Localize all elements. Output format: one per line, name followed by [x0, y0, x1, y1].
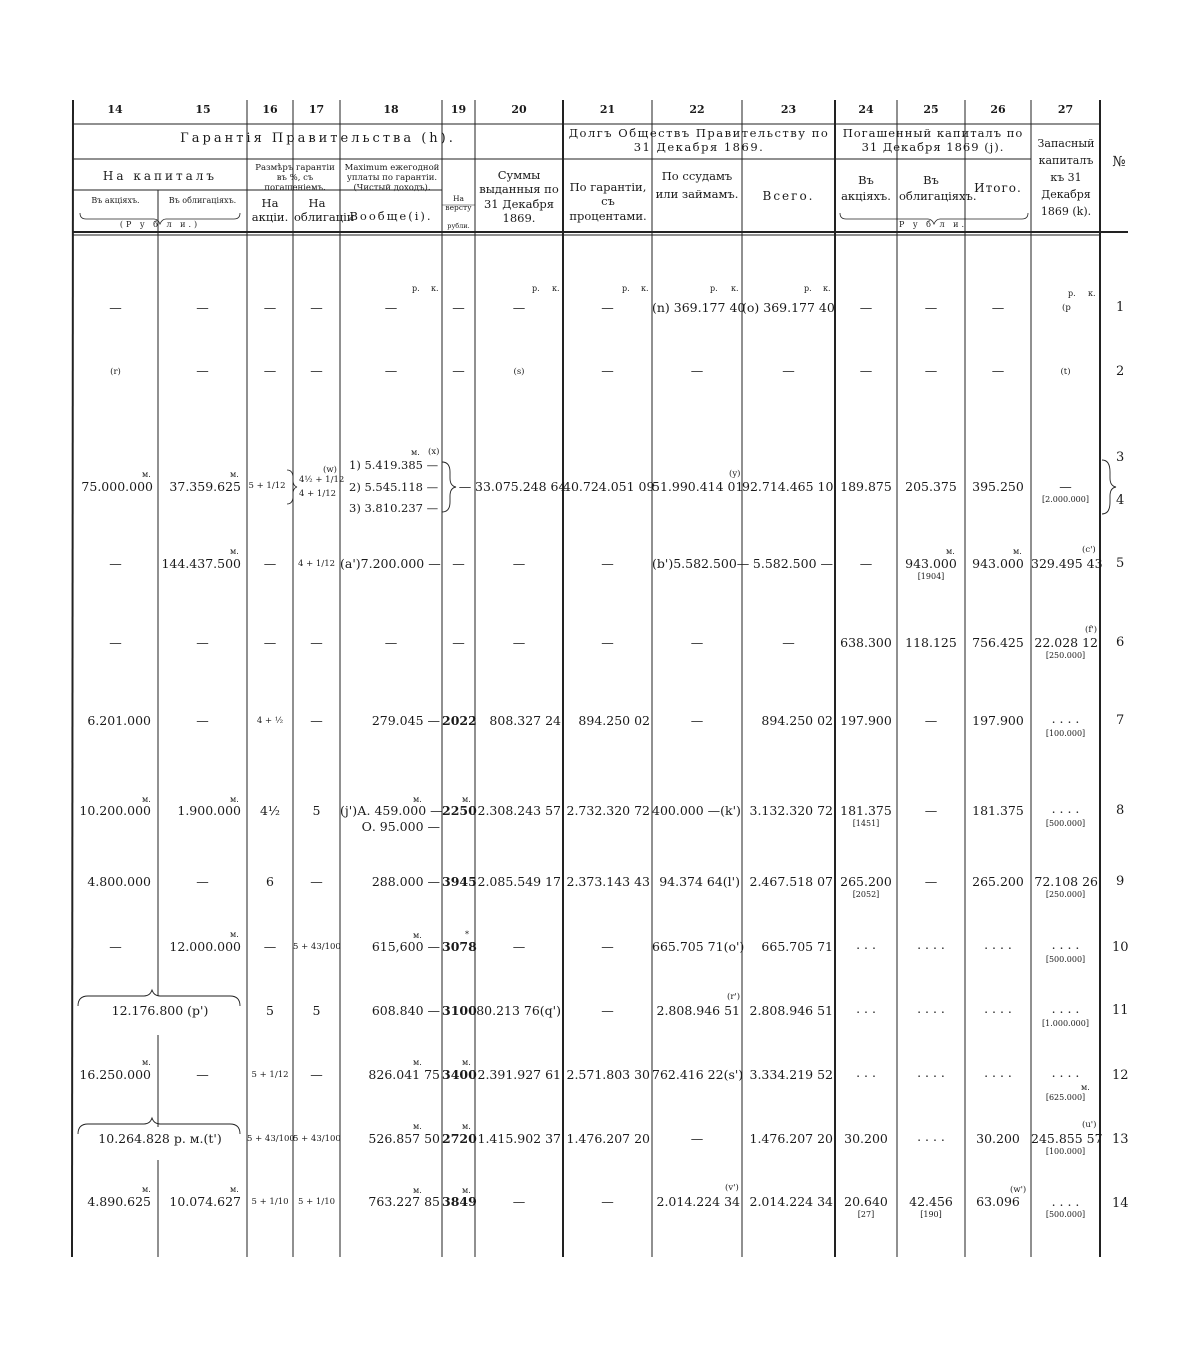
- sums-paid-header: Суммы выданныя по 31 Декабря 1869.: [479, 168, 559, 226]
- cell-c15: —: [196, 713, 209, 728]
- cell-c21: —: [601, 556, 614, 571]
- unit-r: р.: [710, 284, 718, 293]
- cell-c14: 16.250.000: [79, 1067, 151, 1082]
- redeemed-bonds-header: Въ облигаціяхъ.: [899, 173, 977, 204]
- col-num-25: 25: [923, 103, 939, 116]
- cell-c26: —: [991, 300, 1005, 315]
- cell-c25: . . . .: [917, 937, 945, 952]
- cell-c24: 189.875: [840, 479, 892, 494]
- cell-c19-mark: *: [465, 930, 469, 939]
- cell-c25: 943.000: [905, 556, 957, 571]
- cell-c22: (n) 369.177 40: [652, 300, 746, 315]
- cell-c20: —: [512, 1194, 526, 1209]
- on-capital-header: На капиталъ: [102, 169, 218, 183]
- cell-c19: 3100: [442, 1003, 477, 1018]
- unit-k: к.: [1088, 289, 1096, 298]
- per-verst-header: На версту: [445, 194, 472, 212]
- cell-c25: . . . .: [917, 1129, 945, 1144]
- cell-c24-sub: [1451]: [852, 819, 880, 828]
- cell-c27: . . . .: [1051, 1194, 1080, 1209]
- cell-c24: . . .: [856, 1001, 876, 1016]
- cell-c18: 826.041 75: [368, 1067, 440, 1082]
- cell-c21: —: [601, 363, 614, 378]
- cell-c14: —: [109, 556, 122, 571]
- cell-c18a: 1) 5.419.385 —: [349, 458, 439, 472]
- row-number: 5: [1116, 556, 1125, 571]
- cell-c26: 395.250: [972, 479, 1024, 494]
- cell-c19: —: [452, 556, 465, 571]
- cell-c24: 20.640: [844, 1194, 888, 1209]
- cell-c27: . . . .: [1051, 1065, 1080, 1080]
- cell-c16: —: [263, 300, 277, 315]
- cell-c17-note: (w): [323, 465, 337, 475]
- cell-c15: 1.900.000: [177, 803, 241, 818]
- cell-c19: 2250: [442, 803, 477, 818]
- cell-c23: 2.808.946 51: [749, 1003, 833, 1018]
- cell-c20: 2.085.549 17: [477, 874, 561, 889]
- reserve-header: Запасный капиталъ къ 31 Декабря 1869 (k).: [1037, 137, 1095, 219]
- cell-c18b: О. 95.000 —: [361, 819, 440, 834]
- cell-c22-note: (r'): [727, 992, 741, 1002]
- cell-c16: 5 + 1/12: [248, 481, 286, 491]
- cell-c17: 4 + 1/12: [297, 559, 336, 569]
- cell-c20: 1.415.902 37: [477, 1131, 561, 1146]
- redeemed-header: Погашенный капиталъ по 31 Декабря 1869 (j).: [842, 126, 1024, 155]
- col-num-15: 15: [195, 103, 211, 116]
- cell-c16: —: [263, 363, 277, 378]
- cell-c17: —: [310, 300, 323, 315]
- government-guarantee-header: Гарантія Правительства (h).: [180, 131, 456, 146]
- cell-c23: 3.334.219 52: [749, 1067, 833, 1082]
- maximum-payment-header: Maximum ежегодной уплаты по гарантіи. (Чистый доходъ).: [344, 163, 440, 194]
- cell-c21: 2.732.320 72: [566, 803, 650, 818]
- cell-c21: —: [601, 939, 614, 954]
- cell-c27: 22.028 12: [1034, 635, 1098, 650]
- cell-c18-note: (x): [428, 447, 440, 457]
- cell-c27-note: (f'): [1085, 625, 1098, 635]
- cell-c27-sub: [100.000]: [1045, 1147, 1086, 1156]
- cell-c18: —: [384, 635, 398, 650]
- cell-c18b: 2) 5.545.118 —: [349, 480, 439, 494]
- cell-c25: —: [924, 713, 938, 728]
- by-guarantee-header: По гарантіи, съ процентами.: [569, 180, 647, 223]
- cell-c15: —: [196, 300, 209, 315]
- row-number: 4: [1116, 493, 1125, 508]
- cell-c18c: 3) 3.810.237 —: [349, 501, 439, 515]
- cell-c21: —: [601, 1194, 614, 1209]
- cell-c14: 75.000.000: [81, 479, 153, 494]
- cell-c20: (s): [513, 367, 525, 377]
- cell-c17: —: [310, 363, 323, 378]
- cell-c27-sub: [500.000]: [1045, 1210, 1086, 1219]
- cell-c16: 5 + 1/12: [251, 1070, 289, 1080]
- cell-c21: 2.571.803 30: [566, 1067, 650, 1082]
- row-number: 14: [1112, 1196, 1129, 1211]
- unit-m: м.: [462, 1058, 471, 1067]
- cell-c17: 5 + 1/10: [297, 1197, 336, 1207]
- cell-c23: 894.250 02: [761, 713, 833, 728]
- cell-c25: 118.125: [905, 635, 957, 650]
- unit-r: р.: [622, 284, 630, 293]
- unit-k: к.: [552, 284, 560, 293]
- cell-c14: 10.200.000: [79, 803, 151, 818]
- cell-c27: . . . .: [1051, 1001, 1080, 1016]
- cell-c23: 2.014.224 34: [749, 1194, 833, 1209]
- col-num-23: 23: [780, 103, 797, 116]
- unit-m: м.: [462, 795, 471, 804]
- cell-c24: —: [859, 556, 873, 571]
- cell-c24-sub: [2052]: [852, 890, 880, 899]
- cell-c15: —: [196, 635, 209, 650]
- cell-c24: 30.200: [844, 1131, 888, 1146]
- redeemed-shares-header: Въ акціяхъ.: [841, 173, 891, 204]
- cell-c20: —: [512, 939, 526, 954]
- cell-c18: 615,600 —: [371, 939, 440, 954]
- unit-r: р.: [1068, 289, 1076, 298]
- unit-k: к.: [641, 284, 649, 293]
- col-num-26: 26: [990, 103, 1006, 116]
- cell-c15: 12.000.000: [169, 939, 241, 954]
- cell-c27: 329.495 43: [1031, 556, 1103, 571]
- redeemed-total-header: Итого.: [974, 181, 1022, 195]
- cell-c19: 2720: [442, 1131, 477, 1146]
- cell-c26: 181.375: [972, 803, 1024, 818]
- cell-c16: 4 + ½: [256, 716, 284, 726]
- cell-c26: 197.900: [972, 713, 1024, 728]
- unit-m: м.: [946, 547, 955, 556]
- cell-c22-note: (v'): [725, 1183, 739, 1193]
- cell-c19: —: [452, 363, 465, 378]
- cell-c26: 30.200: [976, 1131, 1020, 1146]
- cell-c21: 1.476.207 20: [566, 1131, 650, 1146]
- cell-c22: —: [690, 635, 704, 650]
- cell-c27-sub: [1.000.000]: [1042, 1019, 1089, 1028]
- col-num-18: 18: [383, 103, 399, 116]
- cell-c27-note: (u'): [1082, 1120, 1097, 1130]
- cell-c27: . . . .: [1051, 937, 1080, 952]
- cell-c17a: 4½ + 1/12: [299, 475, 345, 485]
- unit-m: м.: [1081, 1083, 1090, 1092]
- cell-c17: 5 + 43/100: [293, 942, 341, 952]
- unit-m: м.: [230, 547, 239, 556]
- cell-c14: 6.201.000: [87, 713, 151, 728]
- cell-c24: —: [859, 363, 873, 378]
- cell-c17: —: [310, 713, 323, 728]
- cell-c19: 3400: [442, 1067, 477, 1082]
- cell-c22: 762.416 22(s'): [652, 1067, 744, 1082]
- unit-m: м.: [142, 470, 151, 479]
- cell-c26: . . . .: [984, 1001, 1012, 1016]
- cell-c21: 40.724.051 09: [563, 479, 655, 494]
- cell-c23: 1.476.207 20: [749, 1131, 833, 1146]
- cell-c27: . . . .: [1051, 711, 1080, 726]
- cell-c17: 5 + 43/100: [293, 1134, 341, 1144]
- unit-m: м.: [413, 1058, 422, 1067]
- cell-c16: 6: [266, 874, 274, 889]
- cell-c25: . . . .: [917, 1001, 945, 1016]
- row-number: 9: [1116, 874, 1125, 889]
- col-num-27: 27: [1057, 103, 1074, 116]
- total-debt-header: Всего.: [762, 189, 815, 203]
- cell-c27-note: (c'): [1082, 545, 1096, 555]
- cell-c20: —: [512, 635, 526, 650]
- cell-c27: 72.108 26: [1034, 874, 1098, 889]
- col-num-22: 22: [689, 103, 705, 116]
- cell-c25: 205.375: [905, 479, 957, 494]
- cell-c25: —: [924, 803, 938, 818]
- unit-m: м.: [142, 1058, 151, 1067]
- cell-c22: 51.990.414 01: [652, 479, 744, 494]
- cell-c18: —: [384, 300, 398, 315]
- cell-c23: —: [782, 363, 795, 378]
- cell-c27-sub: [500.000]: [1045, 955, 1086, 964]
- cell-c20: —: [512, 556, 526, 571]
- rubles-left-label: (Р у б л и.): [119, 220, 201, 229]
- cell-c18: 526.857 50: [368, 1131, 440, 1146]
- cell-c25-sub: [1904]: [917, 572, 945, 581]
- cell-c18a: (j')А. 459.000 —: [340, 803, 443, 818]
- cell-c25: —: [924, 363, 938, 378]
- cell-c27: 245.855 57: [1031, 1131, 1103, 1146]
- in-shares-header: Въ акціяхъ.: [91, 196, 140, 205]
- cell-c14: —: [109, 300, 122, 315]
- unit-m: м.: [230, 795, 239, 804]
- row-number: 11: [1112, 1003, 1129, 1018]
- cell-c16: 5: [266, 1003, 274, 1018]
- cell-c15: —: [196, 1067, 209, 1082]
- cell-c16: —: [263, 635, 277, 650]
- cell-c24: 197.900: [840, 713, 892, 728]
- cell-c26: —: [991, 363, 1005, 378]
- unit-m: м.: [142, 1185, 151, 1194]
- cell-c20: 2.391.927 61: [477, 1067, 561, 1082]
- cell-c23: —: [782, 635, 795, 650]
- cell-c16: —: [263, 939, 277, 954]
- cell-c27: (p: [1062, 303, 1071, 313]
- cell-c25: . . . .: [917, 1065, 945, 1080]
- cell-c27-sub: [250.000]: [1045, 651, 1086, 660]
- row-number: 12: [1112, 1068, 1129, 1083]
- unit-m: м.: [230, 1185, 239, 1194]
- cell-c16: 4½: [259, 803, 281, 818]
- cell-c24: 638.300: [840, 635, 892, 650]
- cell-c24-sub: [27]: [857, 1210, 875, 1219]
- cell-c24: 181.375: [840, 803, 892, 818]
- cell-c22: 665.705 71(o'): [652, 939, 745, 954]
- cell-c19: 3849: [442, 1194, 477, 1209]
- unit-m: м.: [413, 1186, 422, 1195]
- cell-c14: 4.890.625: [87, 1194, 151, 1209]
- cell-c23: 3.132.320 72: [749, 803, 833, 818]
- cell-c15: —: [196, 874, 209, 889]
- row-number: 2: [1116, 364, 1125, 379]
- unit-m: м.: [230, 930, 239, 939]
- cell-c26: . . . .: [984, 1065, 1012, 1080]
- cell-c20: —: [512, 300, 526, 315]
- size-guarantee-header: Размѣръ гарантіи въ %, съ погашеніемъ.: [255, 163, 335, 194]
- cell-c17: —: [310, 1067, 323, 1082]
- unit-r: р.: [532, 284, 540, 293]
- cell-c20: 33.075.248 64: [475, 479, 567, 494]
- debt-header: Долгъ Обществъ Правительству по 31 Декабря 1869.: [568, 126, 830, 155]
- cell-c19: 3945: [442, 874, 477, 889]
- cell-c17: 5: [312, 1003, 321, 1018]
- col-num-17: 17: [308, 103, 325, 116]
- cell-c20: 80.213 76(q'): [476, 1003, 561, 1018]
- cell-c19: 3078: [442, 939, 477, 954]
- cell-c14-15: 12.176.800 (p'): [111, 1003, 209, 1018]
- cell-c25-sub: [190]: [920, 1210, 942, 1219]
- cell-c21: 894.250 02: [578, 713, 650, 728]
- row-number: 7: [1116, 713, 1125, 728]
- unit-m: м.: [230, 470, 239, 479]
- cell-c27-sub: [250.000]: [1045, 890, 1086, 899]
- cell-c18: 608.840 —: [371, 1003, 440, 1018]
- by-loans-header: По ссудамъ или займамъ.: [655, 169, 739, 201]
- cell-c16: 5 + 1/10: [251, 1197, 289, 1207]
- cell-c14: —: [109, 635, 122, 650]
- cell-c15: 144.437.500: [161, 556, 241, 571]
- cell-c18: (a')7.200.000 —: [340, 556, 441, 571]
- cell-c15: 37.359.625: [169, 479, 241, 494]
- per-verst-unit: рубли.: [447, 222, 470, 230]
- cell-c24: . . .: [856, 1065, 876, 1080]
- row-number: 1: [1116, 300, 1125, 315]
- cell-c26: 63.096: [976, 1194, 1020, 1209]
- cell-c26: 265.200: [972, 874, 1024, 889]
- cell-c27-sub: [500.000]: [1045, 819, 1086, 828]
- cell-c21: —: [601, 635, 614, 650]
- cell-c26: 943.000: [972, 556, 1024, 571]
- cell-c14: (r): [110, 367, 121, 377]
- cell-c26: 756.425: [972, 635, 1024, 650]
- cell-c19: 2022: [442, 713, 477, 728]
- cell-c22: —: [690, 713, 704, 728]
- unit-m: м.: [462, 1122, 471, 1131]
- cell-c25: —: [924, 874, 938, 889]
- cell-c20: 2.308.243 57: [477, 803, 561, 818]
- row-number: 3: [1116, 450, 1125, 465]
- cell-c16: 5 + 43/100: [247, 1134, 295, 1144]
- cell-c19: —: [458, 479, 472, 494]
- cell-c27-sub: [2.000.000]: [1042, 495, 1089, 504]
- cell-c27: —: [1059, 479, 1072, 494]
- pct-bonds-header: На облигаціи: [294, 196, 355, 225]
- col-num-14: 14: [107, 103, 123, 116]
- cell-c27-sub: [625.000]: [1045, 1093, 1086, 1102]
- cell-c24: —: [859, 300, 873, 315]
- cell-c21: 2.373.143 43: [566, 874, 650, 889]
- unit-m: м.: [142, 795, 151, 804]
- unit-m: м.: [411, 448, 420, 457]
- cell-c15: —: [196, 363, 209, 378]
- cell-c17: 5: [312, 803, 321, 818]
- unit-r: р.: [412, 284, 420, 293]
- cell-c22: 2.808.946 51: [656, 1003, 740, 1018]
- cell-c18: 279.045 —: [371, 713, 440, 728]
- cell-c19: —: [452, 300, 465, 315]
- cell-c18: 288.000 —: [371, 874, 440, 889]
- cell-c22: 2.014.224 34: [656, 1194, 740, 1209]
- cell-c18: —: [384, 363, 398, 378]
- cell-c17b: 4 + 1/12: [299, 489, 337, 499]
- cell-c22: 94.374 64(l'): [659, 874, 740, 889]
- row-number: 6: [1116, 635, 1125, 650]
- cell-c27-sub: [100.000]: [1045, 729, 1086, 738]
- cell-c21: —: [601, 300, 614, 315]
- cell-c14: —: [109, 939, 122, 954]
- cell-c26: . . . .: [984, 937, 1012, 952]
- cell-c23: 665.705 71: [761, 939, 833, 954]
- cell-c24: 265.200: [840, 874, 892, 889]
- row-number: 10: [1112, 940, 1129, 955]
- unit-r: р.: [804, 284, 812, 293]
- unit-m: м.: [413, 795, 422, 804]
- cell-c17: —: [310, 874, 323, 889]
- pct-shares-header: На акціи.: [251, 196, 289, 225]
- col-num-24: 24: [858, 103, 874, 116]
- cell-c22: —: [690, 363, 704, 378]
- cell-c18: 763.227 85: [368, 1194, 440, 1209]
- cell-c23: (o) 369.177 40: [742, 300, 835, 315]
- cell-c22: (b')5.582.500—: [652, 556, 750, 571]
- in-general-header: Вообще(i).: [349, 209, 433, 223]
- cell-c25: 42.456: [909, 1194, 953, 1209]
- col-num-20: 20: [511, 103, 527, 116]
- cell-c22-note: (y): [729, 469, 741, 479]
- cell-c22: 400.000 —(k'): [652, 803, 741, 818]
- cell-c15: 10.074.627: [169, 1194, 241, 1209]
- cell-c19: —: [452, 635, 465, 650]
- unit-m: м.: [413, 931, 422, 940]
- unit-k: к.: [731, 284, 739, 293]
- cell-c27: . . . .: [1051, 801, 1080, 816]
- row-number: 8: [1116, 803, 1125, 818]
- cell-c26-note: (w'): [1010, 1185, 1027, 1195]
- rubles-right-label: Р у б л и.: [898, 220, 968, 229]
- in-bonds-header: Въ облигаціяхъ.: [168, 196, 237, 205]
- cell-c16: —: [263, 556, 277, 571]
- cell-c25: —: [924, 300, 938, 315]
- unit-m: м.: [1013, 547, 1022, 556]
- cell-c24: . . .: [856, 937, 876, 952]
- cell-c27: (t): [1060, 367, 1071, 377]
- cell-c23: 5.582.500 —: [752, 556, 833, 571]
- unit-m: м.: [462, 1186, 471, 1195]
- cell-c17: —: [310, 635, 323, 650]
- cell-c21: —: [601, 1003, 614, 1018]
- unit-m: м.: [413, 1122, 422, 1131]
- row-number-header: №: [1112, 154, 1126, 170]
- cell-c14: 4.800.000: [87, 874, 151, 889]
- col-num-19: 19: [450, 103, 467, 116]
- cell-c22: —: [690, 1131, 704, 1146]
- col-num-21: 21: [599, 103, 616, 116]
- row-number: 13: [1112, 1132, 1129, 1147]
- cell-c20: 808.327 24: [489, 713, 561, 728]
- unit-k: к.: [823, 284, 831, 293]
- cell-c14-15: 10.264.828 р. м.(t'): [98, 1131, 222, 1146]
- unit-k: к.: [431, 284, 439, 293]
- col-num-16: 16: [262, 103, 278, 116]
- cell-c23: 92.714.465 10: [742, 479, 834, 494]
- cell-c23: 2.467.518 07: [749, 874, 833, 889]
